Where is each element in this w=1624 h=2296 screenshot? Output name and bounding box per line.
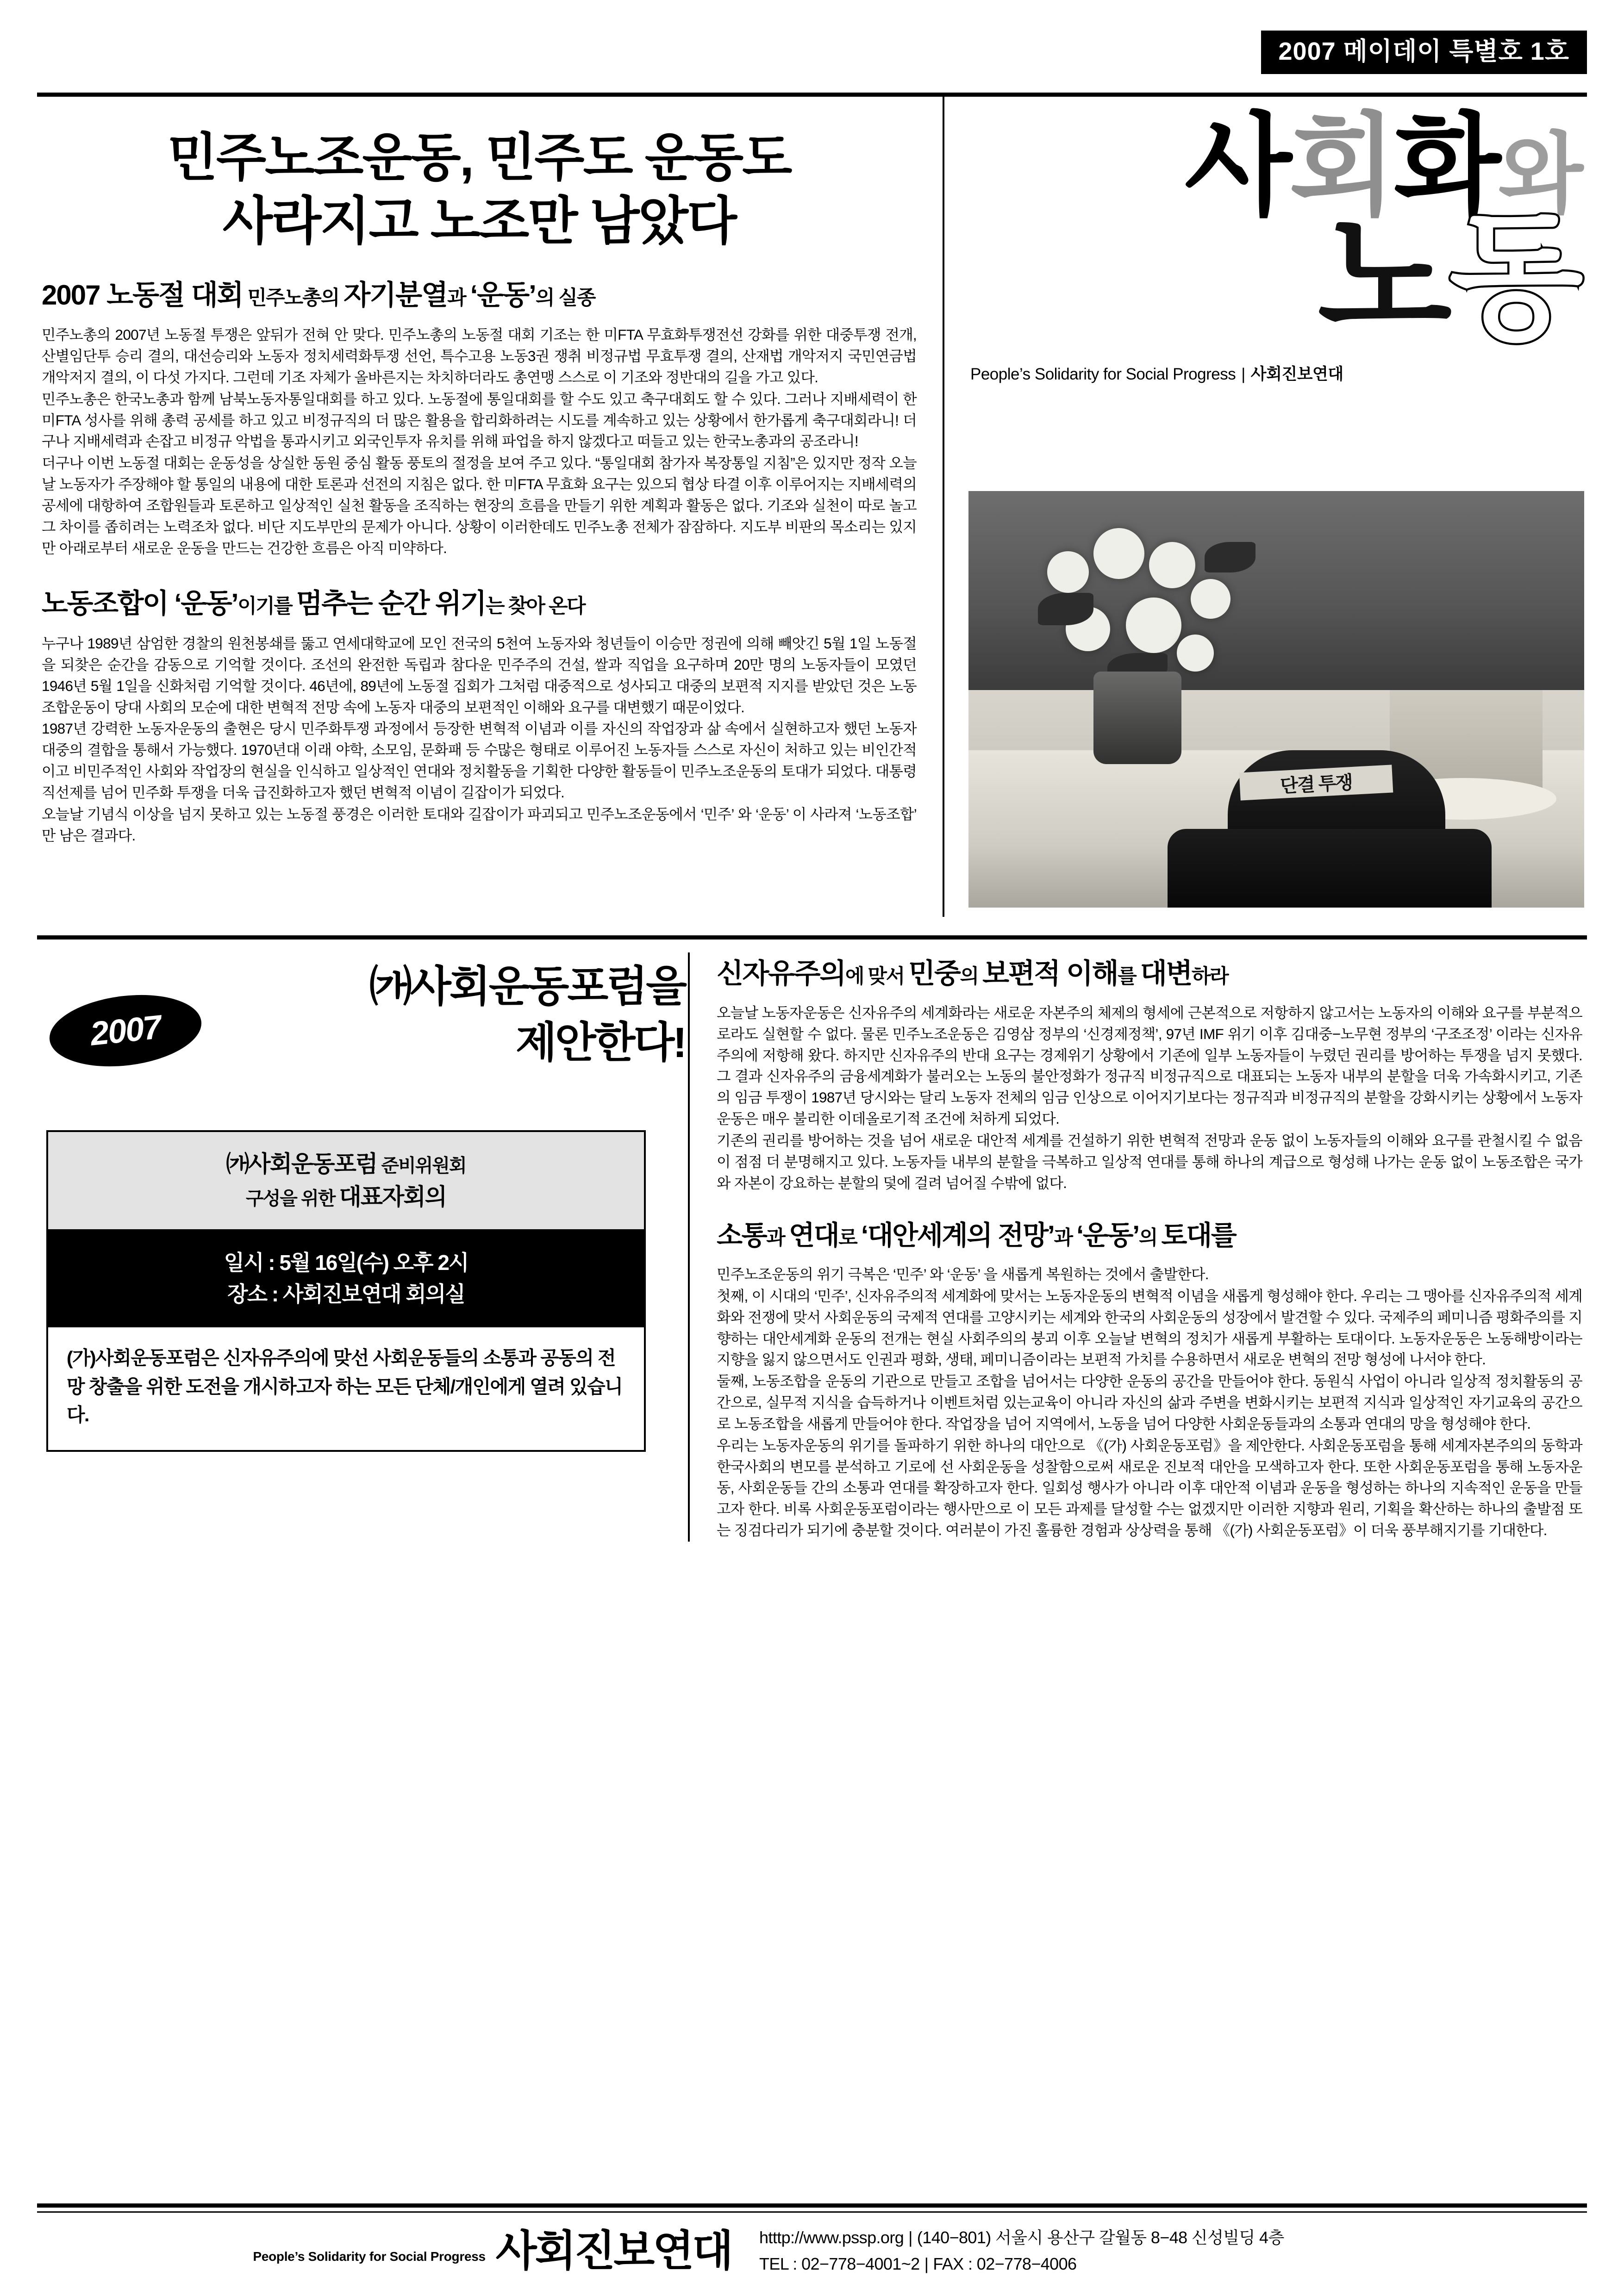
sec2-part-c: 이기를: [237, 595, 296, 618]
masthead: [37, 0, 1587, 93]
article1-subhead: [42, 278, 917, 312]
top-rule: [37, 93, 1587, 97]
a3-part-f: 를: [1118, 965, 1140, 988]
subhead-part-b: 민주노총의: [243, 287, 344, 310]
sec2-part-d: 멈추는 순간 위기: [296, 588, 486, 619]
main-headline: [42, 126, 917, 253]
article4-para-4: 우리는 노동자운동의 위기를 돌파하기 위한 하나의 대안으로 《(가) 사회운동포럼》을 제안한다. 사회운동포럼을 통해 세계자본주의의 동학과 한국사회의 변모를 분석하고 기로에 선 사회운동을 성찰함으로써 새로운 진보적 대안을 모색하고자 한다. 또한 사회운동포럼을 통해 노동자운동, 사회운동들 간의 소통과 연대를 확장하고자 한다. 일회성 행사가 아니라 이후 대안적 이념과 운동을 형성하는 하나의 지속적인 운동을 만들고자 한다. 비록 사회운동포럼이라는 행사만으로 이 모든 과제를 달성할 수는 없겠지만 이러한 지향과 원리, 기획을 확산하는 하나의 출발점 또는 징검다리가 되기에 충분할 것이다. 여러분이 가진 훌륭한 경험과 상상력을 통해 《(가) 사회운동포럼》이 더욱 풍부해지기를 기대한다.: [717, 1437, 1582, 1538]
a3-part-g: 대변: [1140, 958, 1192, 989]
a4-part-h: 의: [1138, 1227, 1162, 1250]
article2-subhead: [42, 587, 917, 620]
article4-para-2: 첫째, 이 시대의 ‘민주’, 신자유주의적 세계화에 맞서는 노동자운동의 변혁적 이념을 새롭게 형성해야 한다. 우리는 그 맹아를 신자유주의적 세계화와 전쟁에 맞서 사회운동의 국제적 연대를 고양시키는 세계와 한국의 사회운동의 성장에서 발견할 수 있다. 국제주의 페미니즘 평화주의를 지향하는 대안세계화 운동의 전개는 현실 사회주의의 붕괴 이후 오늘날 변혁의 정치가 새롭게 부활하는 토대이다. 노동자운동은 노동해방이라는 지향을 잃지 않으면서도 인권과 평화, 생태, 페미니즘이라는 보편적 가치를 수용하면서 새로운 변혁의 전망 형성에 나서야 한다.: [717, 1287, 1582, 1368]
a4-part-e: ‘대안세계의 전망’: [861, 1220, 1054, 1251]
article2-para-1: 누구나 1989년 삼엄한 경찰의 원천봉쇄를 뚫고 연세대학교에 모인 전국의 5천여 노동자와 청년들이 이승만 정권에 의해 빼앗긴 5월 1일 노동절을 되찾은 순간을 감동으로 기억할 것이다. 조선의 완전한 독립과 참다운 민주주의 건설, 쌀과 직업을 요구하며 20만 명의 노동자들이 모였던 1946년 5월 1일을 신화처럼 기억할 것이다. 46년에, 89년에 노동절 집회가 그처럼 대중적으로 성사되고 대중의 보편적 지지를 받았던 것은 노동조합운동이 당대 사회의 모순에 대한 변혁적 전망 속에 노동자 대중의 보편적인 이해와 요구를 대변했기 때문이었다.: [42, 635, 917, 716]
article3-body: [717, 1002, 1582, 1194]
headline-line-2: 사라지고 노조만 남았다: [222, 192, 736, 250]
footer-sep-1: |: [908, 2228, 912, 2247]
a4-part-f: 과: [1054, 1227, 1077, 1250]
subhead-part-e: ‘운동’: [470, 280, 536, 311]
nameplate-char-hwa: 화: [1393, 104, 1499, 228]
photo-shirt: [1168, 829, 1492, 908]
a3-part-h: 하라: [1192, 965, 1228, 988]
a3-part-a: 신자유주의: [717, 958, 845, 989]
headline-line-1: 민주노조운동, 민주도 운동도: [167, 129, 791, 187]
a3-part-c: 민중: [908, 958, 960, 989]
photo-may-day-altar: [968, 491, 1584, 908]
a3-part-d: 의: [960, 965, 983, 988]
article4-para-1: 민주노조운동의 위기 극복은 ‘민주’ 와 ‘운동’ 을 새롭게 복원하는 것에서 출발한다.: [717, 1266, 1209, 1283]
meeting-org-suffix: 준비위원회: [377, 1156, 466, 1176]
lead-article-column: [37, 97, 944, 917]
subhead-part-f: 의 실종: [535, 287, 595, 310]
nameplate: [968, 104, 1584, 481]
forum-announcement-column: [37, 952, 690, 1542]
year-badge-label: 2007: [88, 1008, 162, 1053]
a4-part-b: 과: [766, 1227, 789, 1250]
footer-rule-thick: [37, 2203, 1587, 2208]
article4-para-3: 둘째, 노동조합을 운동의 기관으로 만들고 조합을 넘어서는 다양한 운동의 공간을 만들어야 한다. 동원식 사업이 아니라 일상적 정치활동의 공간으로, 실무적 지식을 습득하거나 이벤트처럼 있는교육이 아니라 자신의 삶과 주변을 변화시키는 보편적 지식과 일상적인 자기교육의 공간으로 노동조합을 새롭게 만들어야 한다. 작업장을 넘어 지역에서, 노동을 넘어 다양한 사회운동들과의 소통과 연대의 망을 형성해야 한다.: [717, 1373, 1582, 1432]
top-section: [37, 97, 1587, 917]
tagline-english: People’s Solidarity for Social Progress: [970, 365, 1236, 383]
meeting-org-name: ㈎사회운동포럼: [226, 1151, 377, 1177]
footer-line-1: [759, 2225, 1284, 2251]
subhead-part-d: 과: [447, 287, 470, 310]
photo-cap-slogan: 단결 투쟁: [1239, 765, 1393, 800]
subhead-part-c: 자기분열: [344, 280, 448, 311]
tagline-separator: |: [1241, 365, 1245, 383]
a4-part-a: 소통: [717, 1220, 767, 1251]
meeting-purpose: 대표자회의: [339, 1184, 446, 1210]
article2-body: [42, 633, 917, 846]
footer-content: [37, 2213, 1587, 2277]
sec2-part-b: ‘운동’: [174, 588, 238, 619]
meeting-invitation-text: (가)사회운동포럼은 신자유주의에 맞선 사회운동들의 소통과 공동의 전망 창출을 위한 도전을 개시하고자 하는 모든 단체/개인에게 열려 있습니다.: [67, 1347, 623, 1426]
a4-part-i: 토대를: [1161, 1220, 1236, 1251]
photo-vase: [1093, 672, 1181, 764]
article4-subhead: [717, 1220, 1582, 1252]
forum-title-line-2: 제안한다!: [515, 1019, 685, 1067]
nameplate-char-dong: 동: [1449, 200, 1580, 355]
sec2-part-e: 는 찾아 온다: [485, 595, 585, 618]
bottom-section: [37, 940, 1587, 1542]
footer-fax: FAX : 02−778−4006: [933, 2254, 1077, 2274]
forum-title-block: [46, 957, 685, 1110]
middle-rule: [37, 935, 1587, 940]
footer-address: (140−801) 서울시 용산구 갈월동 8−48 신성빌딩 4층: [917, 2228, 1284, 2247]
article4-body: [717, 1264, 1582, 1541]
footer-website[interactable]: htttp://www.pssp.org: [759, 2228, 904, 2247]
a4-part-c: 연대: [788, 1220, 839, 1251]
article2-para-3: 오늘날 기념식 이상을 넘지 못하고 있는 노동절 풍경은 이러한 토대와 길잡이가 파괴되고 민주노조운동에서 ‘민주’ 와 ‘운동’ 이 사라져 ‘노동조합’ 만 남은 결과다.: [42, 805, 917, 844]
meeting-purpose-prefix: 구성을 위한: [246, 1188, 339, 1209]
nameplate-char-sa: 사: [1184, 104, 1289, 228]
meeting-details: [48, 1231, 644, 1327]
footer: [37, 2203, 1587, 2277]
article1-para-2: 민주노총은 한국노총과 함께 남북노동자통일대회를 하고 있다. 노동절에 통일대회를 할 수도 있고 축구대회도 할 수 있다. 그러나 지배세력이 한 미FTA 성사를 위해 총력 공세를 하고 있고 비정규직의 더 많은 활용을 합리화하려는 시도를 계속하고 있는 상황에서 한가롭게 축구대회라니! 더구나 지배세력과 손잡고 비정규 악법을 통과시키고 외국인투자 유치를 위해 파업을 하지 않겠다고 떠들고 있는 한국노총과의 공조라니!: [42, 390, 917, 450]
a4-part-d: 로: [838, 1227, 861, 1250]
article3-subhead: [717, 957, 1582, 990]
footer-logo: [37, 2228, 759, 2275]
nameplate-tagline: [970, 361, 1584, 385]
forum-articles-column: [690, 952, 1587, 1542]
a3-part-e: 보편적 이해: [982, 958, 1118, 989]
nameplate-row-2: [968, 200, 1584, 355]
meeting-card-header: [48, 1132, 644, 1231]
meeting-datetime: 일시 : 5월 16일(수) 오후 2시: [224, 1251, 468, 1275]
nameplate-char-hoe: 회: [1289, 104, 1394, 228]
year-badge: [45, 987, 206, 1074]
subhead-part-a: 2007 노동절 대회: [42, 280, 243, 311]
nameplate-column: [944, 97, 1587, 917]
footer-contact: [759, 2225, 1284, 2277]
footer-logo-korean: 사회진보연대: [495, 2228, 731, 2275]
sec2-part-a: 노동조합이: [42, 588, 175, 619]
nameplate-char-no: 노: [1318, 200, 1449, 355]
tagline-korean: 사회진보연대: [1250, 365, 1343, 383]
a3-part-b: 에 맞서: [845, 965, 909, 988]
footer-logo-english: People’s Solidarity for Social Progress: [253, 2249, 486, 2264]
issue-tag: 2007 메이데이 특별호 1호: [1261, 31, 1587, 74]
footer-tel: TEL : 02−778−4001~2: [759, 2254, 920, 2274]
photo-flowers: [1038, 523, 1255, 690]
article2-para-2: 1987년 강력한 노동자운동의 출현은 당시 민주화투쟁 과정에서 등장한 변혁적 이념과 이를 자신의 작업장과 삶 속에서 실현하고자 했던 노동자대중의 결합을 통해서 가능했다. 1970년대 이래 야학, 소모임, 문화패 등 수많은 형태로 이루어진 노동자들 스스로 자신이 처하고 있는 비인간적이고 비민주적인 사회와 작업장의 현실을 인식하고 일상적인 연대와 정치활동을 기획한 다양한 활동들이 민주노조운동의 토대가 되었다. 대통령 직선제를 넘어 민주화 투쟁을 더욱 급진화하고자 했던 변혁적 이념이 길잡이가 되었다.: [42, 720, 917, 801]
article1-body: [42, 324, 917, 559]
article3-para-1: 오늘날 노동자운동은 신자유주의 세계화라는 새로운 자본주의 체제의 형세에 근본적으로 저항하지 않고서는 노동자의 이해와 요구를 부분적으로라도 실현할 수 없다. 물론 민주노조운동은 김영삼 정부의 ‘신경제정책’, 97년 IMF 위기 이후 김대중−노무현 정부의 ‘구조조정’ 이라는 신자유주의에 저항해 왔다. 하지만 신자유주의 반대 요구는 경제위기 상황에서 기존에 일부 노동자들이 누렸던 권리를 방어하는 투쟁을 넘지 못했다. 그 결과 신자유주의 금융세계화가 불러오는 노동의 불안정화가 정규직 비정규직으로 대표되는 노동자 내부의 분할을 더욱 가속화시키고, 기존의 임금 투쟁이 1987년 당시와는 달리 노동자 전체의 임금 인상으로 이어지기보다는 정규직과 비정규직의 분할을 강화시키는 상황에서 노동자운동은 매우 불리한 이데올로기적 조건에 처하게 되었다.: [717, 1004, 1582, 1127]
forum-title-line-1: ㈎사회운동포럼을: [369, 963, 685, 1010]
nameplate-char-wa: 와: [1498, 125, 1580, 224]
article1-para-3: 더구나 이번 노동절 대회는 운동성을 상실한 동원 중심 활동 풍토의 절정을 보여 주고 있다. “통일대회 참가자 복장통일 지침”은 있지만 정작 오늘날 노동자가 주장해야 할 통일의 내용에 대한 토론과 선전의 지침은 없다. 한 미FTA 무효화 요구는 있으되 협상 타결 이후 이루어지는 지배세력의 공세에 대항하여 조합원들과 토론하고 일상적인 실천 활동을 조직하는 현장의 흐름을 만들기 위한 계획과 활동은 없다. 기조와 실천이 따로 놀고 그 차이를 좁히려는 노력조차 없다. 비단 지도부만의 문제가 아니다. 상황이 이러한데도 민주노총 전체가 잠잠하다. 지도부 비판의 목소리는 있지만 아래로부터 새로운 운동을 만드는 건강한 흐름은 아직 미약하다.: [42, 454, 917, 556]
a4-part-g: ‘운동’: [1076, 1220, 1139, 1251]
meeting-card: [46, 1130, 646, 1452]
footer-line-2: [759, 2251, 1284, 2277]
forum-title: [185, 959, 685, 1071]
meeting-location: 장소 : 사회진보연대 회의실: [227, 1282, 465, 1307]
article1-para-1: 민주노총의 2007년 노동절 투쟁은 앞뒤가 전혀 안 맞다. 민주노총의 노동절 대회 기조는 한 미FTA 무효화투쟁전선 강화를 위한 대중투쟁 전개, 산별임단투 승리 결의, 대선승리와 노동자 정치세력화투쟁 선언, 특수고용 노동3권 쟁취 비정규법 무효투쟁 결의, 산재법 개악저지 국민연금법 개악저지 결의, 이 다섯 가지다. 그런데 기조 자체가 올바른지는 차치하더라도 총연맹 스스로 이 기조와 정반대의 길을 가고 있다.: [42, 326, 917, 386]
footer-sep-2: |: [924, 2254, 929, 2274]
article3-para-2: 기존의 권리를 방어하는 것을 넘어 새로운 대안적 세계를 건설하기 위한 변혁적 전망과 운동 없이 노동자들의 이해와 요구를 관철시킬 수 없음이 점점 더 분명해지고 있다. 노동자들 내부의 분할을 극복하고 일상적 연대를 통해 하나의 계급으로 형성해 나가는 운동 없이 노동조합은 국가와 자본이 강요하는 분할의 덫에 걸려 넘어질 수밖에 없다.: [717, 1132, 1582, 1191]
